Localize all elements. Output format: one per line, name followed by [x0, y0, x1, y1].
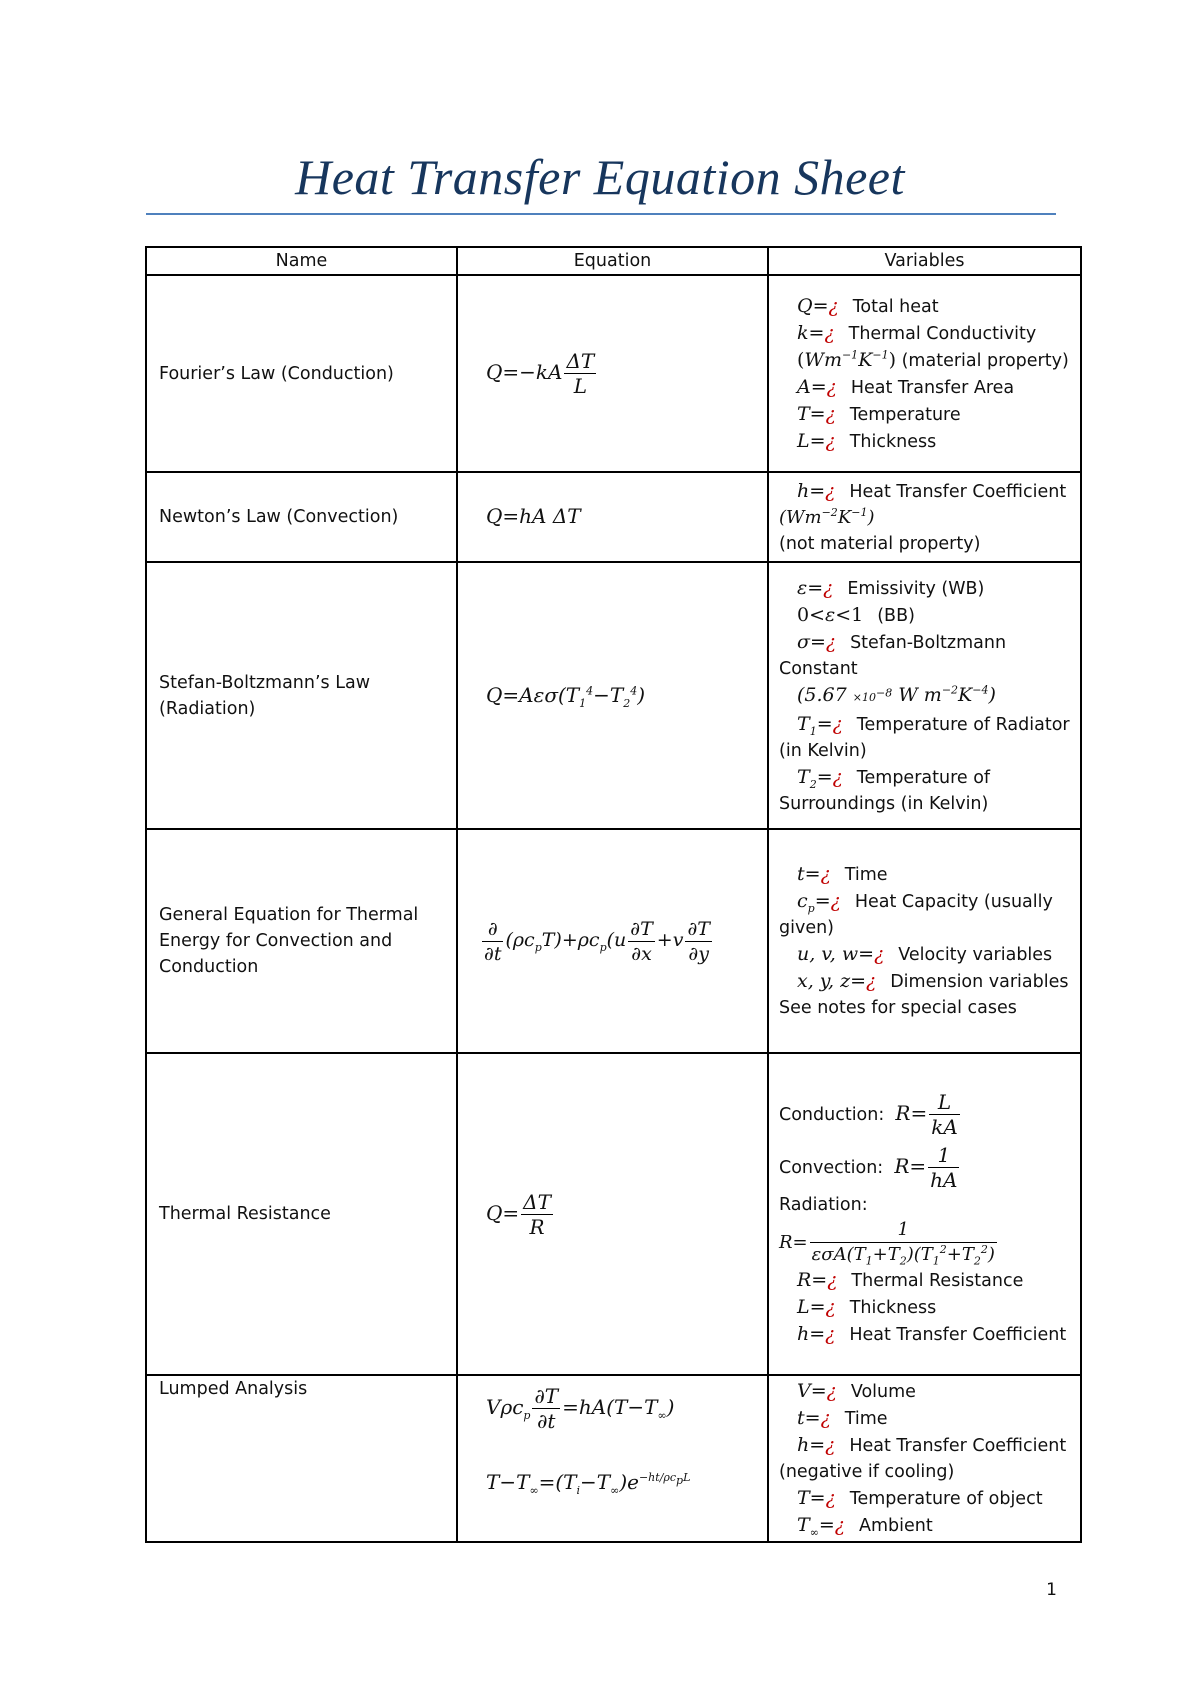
table-row	[146, 1053, 1081, 1375]
row-name: Thermal Resistance	[146, 1053, 457, 1375]
table-row	[146, 1375, 1081, 1542]
row-variables: Q=¿ Total heat k=¿ Thermal Conductivity $(Wm^{-1}K^{-1})$ (material property) A=¿ Heat Transfer Area T=¿ Temperature L=¿ Thickness	[768, 275, 1081, 472]
row-equation: Q=−kA $\frac{\Delta T}{L}$	[457, 275, 768, 472]
page-number: 1	[1046, 1580, 1057, 1600]
row-name: Stefan-Boltzmann’s Law (Radiation)	[146, 562, 457, 829]
table-row	[146, 472, 1081, 562]
table-row	[146, 562, 1081, 829]
header-equation: Equation	[457, 247, 768, 275]
table-row	[146, 275, 1081, 472]
title-underline	[146, 213, 1056, 215]
row-equation: Q= $\frac{\Delta T}{R}$	[457, 1053, 768, 1375]
row-variables: ε=¿ Emissivity (WB) 0<ε<1 (BB) σ=¿ Stefan-Boltzmann Constant ($5.67 \times 10^{-8}$ W $m^{-2}K^{-4}$) $T_1=¿$ Temperature of Radiator (in Kelvin) $T_2=¿$ Temperature of Surroundings (in Kelvin)	[768, 562, 1081, 829]
table-row	[146, 829, 1081, 1053]
row-variables: Conduction: R= $\frac{L}{kA}$ Convection: R= $\frac{1}{hA}$ Radiation: R= $\frac{1}{\varepsilon\sigma A(T_1+T_2)(T_1^2+T_2^2)}$ R=¿ Thermal Resistance L=¿ Thickness h=¿ Heat Transfer Coefficient	[768, 1053, 1081, 1375]
row-equation: $Q=A\varepsilon\sigma(T_1^4-T_2^4)$	[457, 562, 768, 829]
row-equation: $\frac{\partial}{\partial t}$ $(\rho c_pT)+\rho c_p(u$ $\frac{\partial T}{\partial x}$ +v $\frac{\partial T}{\partial y}$	[457, 829, 768, 1053]
page-title: Heat Transfer Equation Sheet	[295, 149, 905, 205]
row-variables: h=¿ Heat Transfer Coefficient $(Wm^{-2}K^{-1})$ (not material property)	[768, 472, 1081, 562]
row-name: Newton’s Law (Convection)	[146, 472, 457, 562]
header-name: Name	[146, 247, 457, 275]
header-variables: Variables	[768, 247, 1081, 275]
row-equation: Q=hA ΔT	[457, 472, 768, 562]
row-variables: t=¿ Time $c_p=¿$ Heat Capacity (usually given) u, v, w=¿ Velocity variables x, y, z=¿ Dimension variables See notes for special cases	[768, 829, 1081, 1053]
row-name: Fourier’s Law (Conduction)	[146, 275, 457, 472]
row-variables: V=¿ Volume t=¿ Time h=¿ Heat Transfer Coefficient (negative if cooling) T=¿ Temperature of object $T_\infty=¿$ Ambient	[768, 1375, 1081, 1542]
row-equation: Vρc$_p$ $\frac{\partial T}{\partial t}$ $=hA(T-T_\infty)$ $T-T_\infty=(T_i-T_\infty)e^{-ht/\rho c_pL}$	[457, 1375, 768, 1542]
row-name: Lumped Analysis	[146, 1375, 457, 1542]
row-name: General Equation for Thermal Energy for Convection and Conduction	[146, 829, 457, 1053]
table-header-row	[146, 247, 1081, 275]
equation-table	[145, 246, 1082, 1543]
